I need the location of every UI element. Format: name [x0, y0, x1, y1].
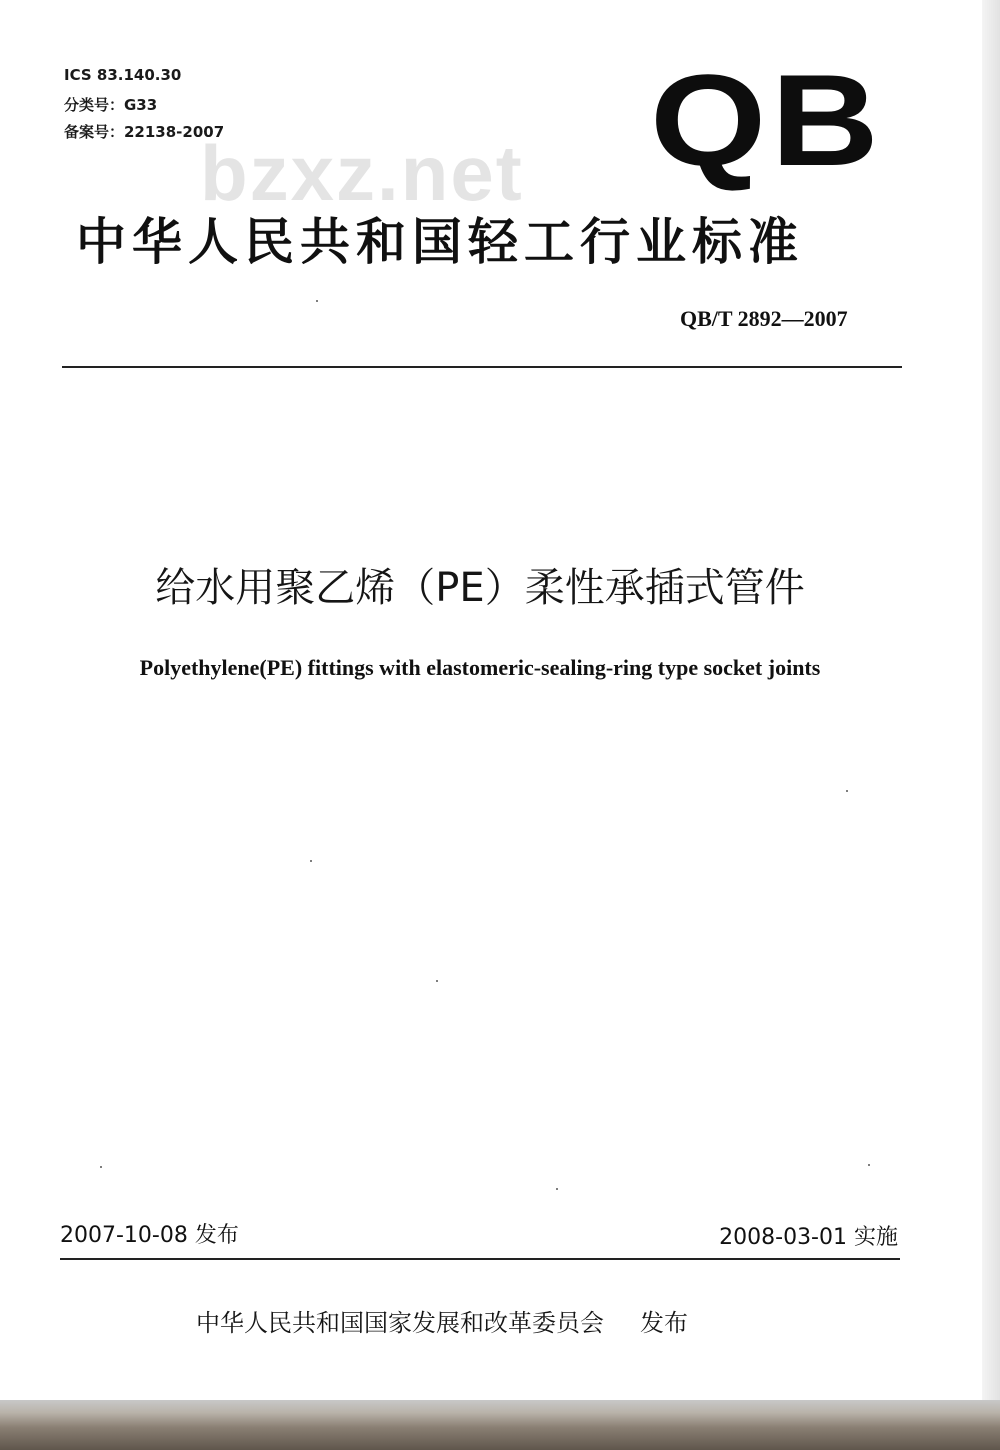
document-title-english: Polyethylene(PE) fittings with elastomeric-sealing-ring type socket joints	[139, 655, 821, 680]
scan-speck	[436, 980, 438, 982]
qb-logo: QB	[650, 47, 884, 193]
publisher-line	[196, 1305, 688, 1341]
scan-speck	[846, 790, 848, 792]
scan-speck	[100, 1166, 102, 1168]
footer-divider	[60, 1258, 900, 1260]
implementation-date: 2008-03-01 实施	[719, 1225, 898, 1250]
scan-speck	[310, 860, 312, 862]
standard-title: 中华人民共和国轻工行业标准	[76, 213, 804, 271]
header-divider	[62, 366, 902, 368]
issue-date: 2007-10-08 发布	[60, 1223, 239, 1248]
document-title-chinese: 给水用聚乙烯（PE）柔性承插式管件	[155, 565, 805, 611]
watermark: bzxz.net	[200, 129, 524, 217]
record-number: 备案号：22138-2007	[64, 123, 225, 141]
scan-speck	[556, 1188, 558, 1190]
classification-number: 分类号：G33	[64, 96, 158, 114]
standard-number: QB/T 2892—2007	[680, 306, 848, 331]
page-edge-shadow	[982, 0, 1000, 1400]
scan-speck	[316, 300, 318, 302]
scan-speck	[868, 1164, 870, 1166]
publisher-name: 中华人民共和国国家发展和改革委员会	[196, 1309, 604, 1337]
ics-code: ICS 83.140.30	[64, 66, 182, 84]
publisher-action: 发布	[640, 1309, 688, 1337]
scan-background-strip	[0, 1400, 1000, 1450]
